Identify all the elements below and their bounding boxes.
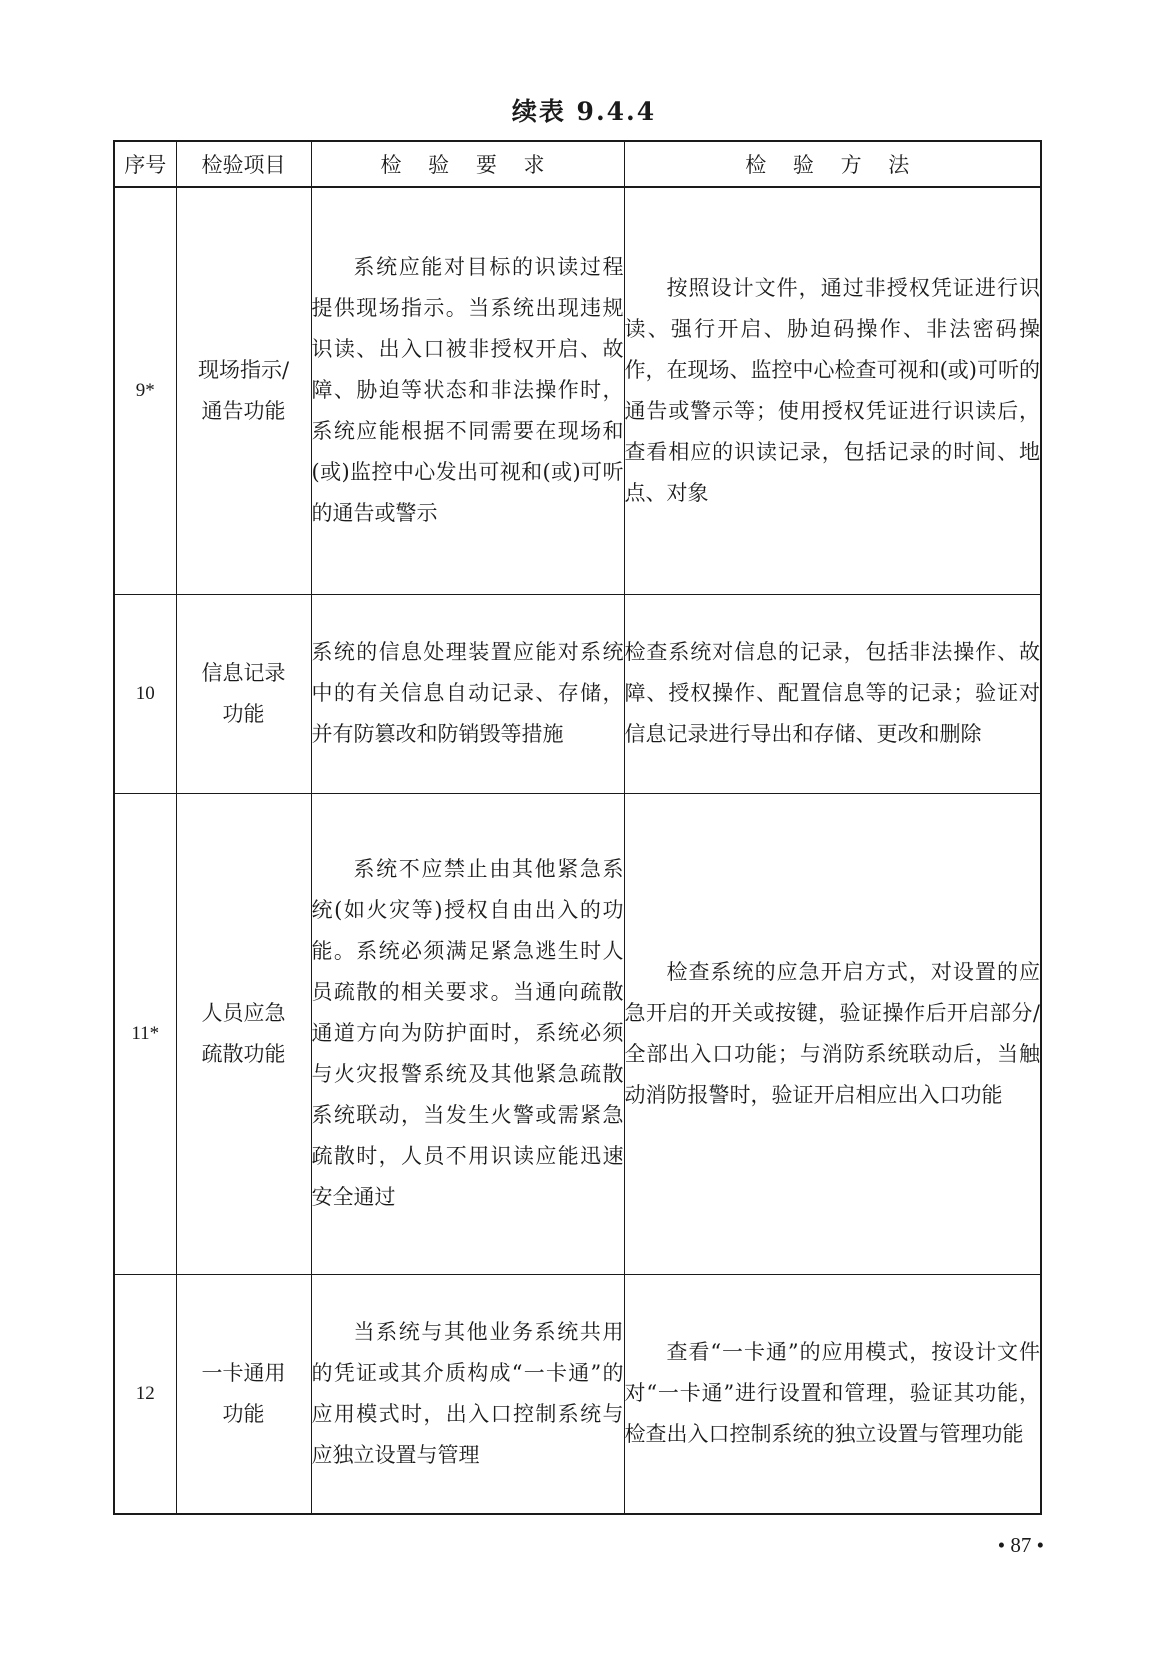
- table-row: [114, 594, 1041, 793]
- row-method: [624, 187, 1041, 594]
- row-requirement: [311, 793, 624, 1274]
- method-text: 查看“一卡通”的应用模式，按设计文件对“一卡通”进行设置和管理，验证其功能，检查出入口控制系统的独立设置与管理功能: [624, 1340, 1040, 1447]
- row-item-line: 现场指示/: [197, 357, 290, 382]
- row-method: [624, 594, 1041, 793]
- page-number: • 87 •: [997, 1533, 1044, 1557]
- row-number: 12: [114, 1274, 176, 1514]
- table-header-row: [114, 141, 1041, 187]
- row-item-line: 功能: [222, 1401, 265, 1426]
- requirement-text: 系统应能对目标的识读过程提供现场指示。当系统出现违规识读、出入口被非授权开启、故障、胁迫等状态和非法操作时，系统应能根据不同需要在现场和(或)监控中心发出可视和(或)可听的通告或警示: [311, 255, 624, 526]
- row-number: 10: [114, 594, 176, 793]
- requirement-text: 当系统与其他业务系统共用的凭证或其介质构成“一卡通”的应用模式时，出入口控制系统与应独立设置与管理: [311, 1319, 624, 1467]
- header-method: 检 验 方 法: [624, 141, 1041, 187]
- inspection-table: [113, 140, 1042, 1515]
- header-no: 序号: [114, 141, 176, 187]
- header-item: 检验项目: [176, 141, 311, 187]
- row-number: 11*: [114, 793, 176, 1274]
- header-requirement: 检 验 要 求: [311, 141, 624, 187]
- row-item: [176, 187, 311, 594]
- requirement-text: 系统不应禁止由其他紧急系统(如火灾等)授权自由出入的功能。系统必须满足紧急逃生时人员疏散的相关要求。当通向疏散通道方向为防护面时，系统必须与火灾报警系统及其他紧急疏散系统联动，当发生火警或需紧急疏散时，人员不用识读应能迅速安全通过: [311, 857, 624, 1209]
- row-requirement: [311, 1274, 624, 1514]
- method-text: 按照设计文件，通过非授权凭证进行识读、强行开启、胁迫码操作、非法密码操作，在现场、监控中心检查可视和(或)可听的通告或警示等；使用授权凭证进行识读后，查看相应的识读记录，包括记录的时间、地点、对象: [624, 275, 1040, 505]
- requirement-text: 系统的信息处理装置应能对系统中的有关信息自动记录、存储，并有防篡改和防销毁等措施: [311, 640, 624, 746]
- row-item-line: 疏散功能: [201, 1041, 286, 1066]
- table-row: [114, 793, 1041, 1274]
- table-title: 续表 9.4.4: [511, 97, 657, 126]
- table-row: [114, 1274, 1041, 1514]
- row-item: [176, 1274, 311, 1514]
- row-method: [624, 793, 1041, 1274]
- row-number: 9*: [114, 187, 176, 594]
- row-item: [176, 594, 311, 793]
- table-row: [114, 187, 1041, 594]
- row-requirement: [311, 594, 624, 793]
- row-method: [624, 1274, 1041, 1514]
- method-text: 检查系统对信息的记录，包括非法操作、故障、授权操作、配置信息等的记录；验证对信息记录进行导出和存储、更改和删除: [624, 640, 1040, 746]
- row-item-line: 一卡通用: [201, 1360, 286, 1385]
- method-text: 检查系统的应急开启方式，对设置的应急开启的开关或按键，验证操作后开启部分/全部出入口功能；与消防系统联动后，当触动消防报警时，验证开启相应出入口功能: [624, 959, 1040, 1107]
- row-item: [176, 793, 311, 1274]
- row-requirement: [311, 187, 624, 594]
- row-item-line: 人员应急: [201, 1000, 286, 1025]
- row-item-line: 功能: [222, 701, 265, 726]
- row-item-line: 信息记录: [201, 660, 286, 685]
- row-item-line: 通告功能: [201, 398, 286, 423]
